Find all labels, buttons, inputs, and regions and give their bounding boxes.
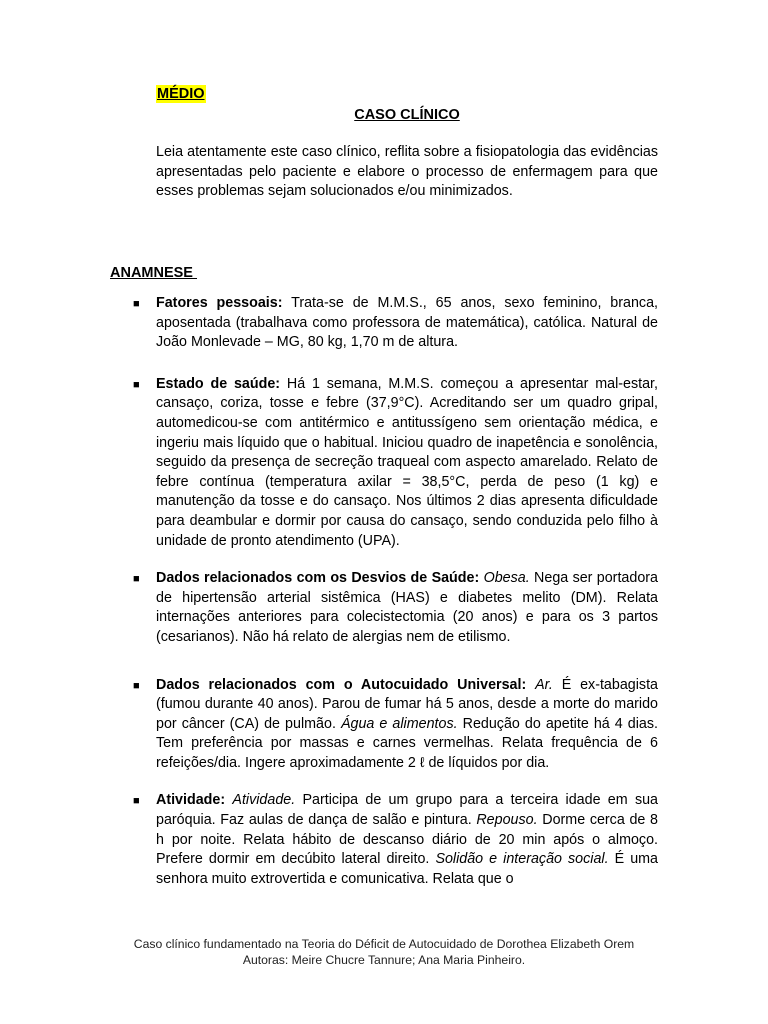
footer-line-theory: Caso clínico fundamentado na Teoria do Déficit de Autocuidado de Dorothea Elizabeth Orem [133, 937, 635, 951]
section-heading-anamnese: ANAMNESE [110, 265, 198, 281]
item-italic-term: Água e alimentos. [340, 715, 458, 732]
item-italic-term: Solidão e interação social. [435, 851, 609, 868]
anamnese-list [0, 294, 768, 889]
item-text: Há 1 semana, M.M.S. começou a apresentar mal-estar, cansaço, coriza, tosse e febre (37,9°C). Acreditando ser um quadro gripal, automedicou-se com antitérmico e antitussígeno sem orientação médica, e ingeriu mais líquido que o habitual. Iniciou quadro de inapetência e sonolência, seguido da presença de secreção traqueal com aspecto amarelado. Relato de febre contínua (temperatura axilar = 38,5°C, perda de peso (1 kg) e manutenção da tosse e do cansaço. Nos últimos 2 dias apresenta dificuldade para deambular e dormir por causa do cansaço, sendo conduzida pelo filho à unidade de pronto atendimento (UPA). [156, 375, 658, 549]
intro-paragraph: Leia atentamente este caso clínico, reflita sobre a fisiopatologia das evidências apresentadas pelo paciente e elabore o processo de enfermagem para que esses problemas sejam solucionados e/ou minimizados. [156, 144, 658, 200]
bullet-icon: ■ [133, 298, 140, 310]
item-label: Fatores pessoais: [156, 295, 283, 311]
item-text: É ex-tabagista (fumou durante 40 anos). Parou de fumar há 5 anos, desde a morte do marido por câncer (CA) de pulmão. [156, 676, 658, 732]
document-title [156, 106, 658, 124]
item-text: Dorme cerca de 8 h por noite. Relata hábito de descanso diário de 20 min após o almoço. Prefere dormir em decúbito lateral direito. [156, 812, 659, 868]
item-italic-term: Ar. [535, 676, 553, 693]
list-item-universal-self-care [133, 676, 658, 774]
document-title-text: CASO CLÍNICO [354, 107, 460, 123]
bullet-icon: ■ [133, 795, 140, 808]
item-text: Trata-se de M.M.S., 65 anos, sexo feminino, branca, aposentada (trabalhava como professora de matemática), católica. Natural de João Monlevade – MG, 80 kg, 1,70 m de altura. [156, 295, 658, 351]
list-item-personal-factors [133, 294, 658, 353]
item-label: Estado de saúde: [156, 375, 281, 392]
item-text: Nega ser portadora de hipertensão arterial sistêmica (HAS) e diabetes melito (DM). Relata internações anteriores para colecistectomia (20 anos) e para os 3 partos (cesarianos). Não há relato de alergias nem de etilismo. [156, 570, 658, 645]
list-item-activity [133, 791, 659, 889]
item-text: É uma senhora muito extrovertida e comunicativa. Relata que o [156, 851, 658, 887]
difficulty-level-label: MÉDIO [157, 86, 205, 102]
item-text: Redução do apetite há 4 dias. Tem preferência por massas e carnes vermelhas. Relata frequência de 6 refeições/dia. Ingere aproximadamente 2 ℓ de líquidos por dia. [156, 715, 658, 771]
item-italic-term: Atividade. [232, 792, 296, 809]
bullet-icon: ■ [133, 378, 140, 391]
item-italic-term: Repouso. [476, 812, 538, 829]
item-italic-term: Obesa. [483, 570, 530, 587]
page-footer [0, 937, 768, 968]
list-item-health-status [133, 375, 658, 551]
item-label: Dados relacionados com os Desvios de Saúde: [156, 570, 480, 587]
item-text: Participa de um grupo para a terceira idade em sua paróquia. Faz aulas de dança de salão e pintura. [156, 792, 658, 829]
item-label: Dados relacionados com o Autocuidado Universal: [156, 676, 527, 693]
bullet-icon: ■ [133, 679, 140, 692]
bullet-icon: ■ [133, 573, 140, 586]
list-item-health-deviations [133, 569, 658, 647]
footer-line-authors: Autoras: Meire Chucre Tannure; Ana Maria Pinheiro. [242, 952, 526, 967]
item-label: Atividade: [156, 792, 226, 809]
